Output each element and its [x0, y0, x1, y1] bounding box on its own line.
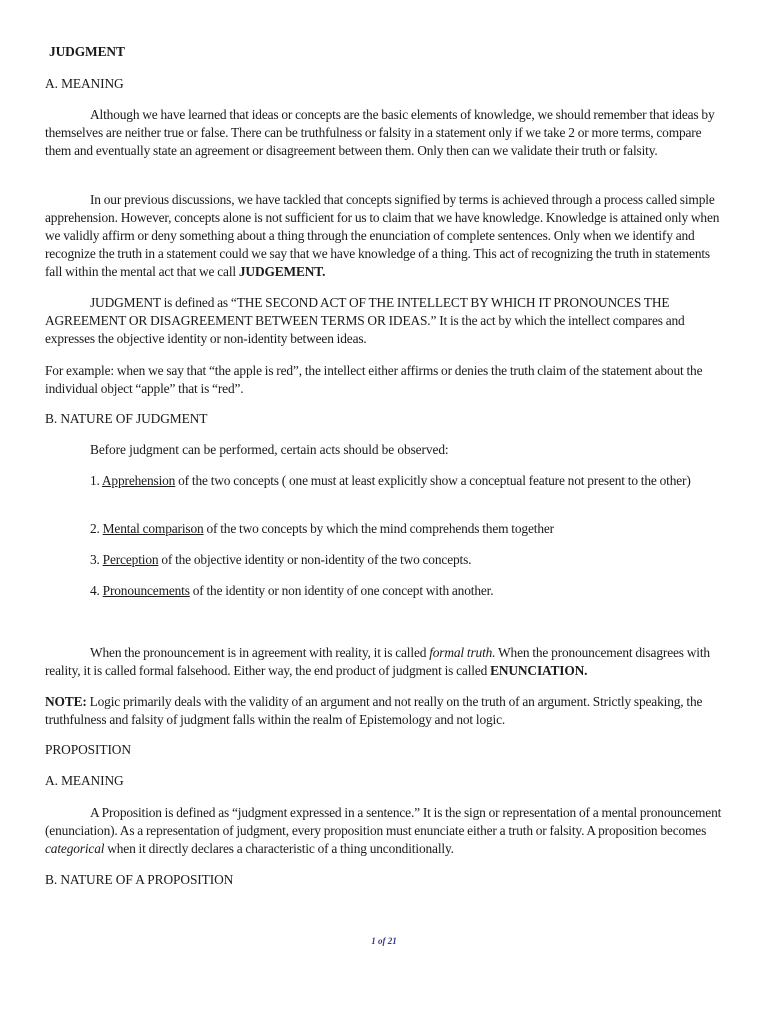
proposition-title: PROPOSITION — [45, 742, 131, 757]
list-item: 1. Apprehension of the two concepts ( one must at least explicitly show a conceptual feature not present to the other) — [90, 473, 691, 488]
paragraph-ideas: Although we have learned that ideas or concepts are the basic elements of knowledge, we should remember that ideas by themselves are neither true or false. There can be truthfulness or falsity in a statement only if we take 2 or more terms, compare them and eventually state an agreement or disagreement between them. Only then can we validate their truth or falsity. — [45, 107, 715, 158]
paragraph-proposition: A Proposition is defined as “judgment expressed in a sentence.” It is the sign or representation of a mental pronouncement (enunciation). As a representation of judgment, every proposition must enunciate either a truth or falsity. A proposition becomes categorical when it directly declares a characteristic of a thing unconditionally. — [45, 805, 722, 856]
section-a-heading: A. MEANING — [45, 76, 124, 91]
proposition-meaning-heading: A. MEANING — [45, 773, 124, 788]
list-item-term: Apprehension — [101, 473, 176, 488]
list-item-term: Pronouncements — [102, 583, 190, 598]
section-b-heading: B. NATURE OF JUDGMENT — [45, 411, 208, 426]
judgement-term: JUDGEMENT. — [238, 264, 326, 279]
note-paragraph: NOTE: Logic primarily deals with the validity of an argument and not really on the truth of an argument. Strictly speaking, the truthfulness and falsity of judgment falls within the realm of Epistemology and not logic. — [45, 694, 703, 727]
paragraph-pronouncement: When the pronouncement is in agreement with reality, it is called formal truth. When the pronouncement disagrees with reality, it is called formal falsehood. Either way, the end product of judgment is called ENUNCIATION. — [45, 645, 710, 678]
page-number: 1 of 21 — [371, 936, 397, 946]
proposition-nature-heading: B. NATURE OF A PROPOSITION — [45, 872, 234, 887]
note-label: NOTE: — [45, 694, 87, 709]
list-item-term: Perception — [102, 552, 159, 567]
doc-title: JUDGMENT — [49, 44, 125, 59]
paragraph-definition: JUDGMENT is defined as “THE SECOND ACT OF THE INTELLECT BY WHICH IT PRONOUNCES THE AGREEMENT OR DISAGREEMENT BETWEEN TERMS OR IDEAS.” It is the act by which the intellect compares and expresses the objective identity or non-identity between ideas. — [45, 295, 685, 346]
list-item: 2. Mental comparison of the two concepts by which the mind comprehends them together — [90, 521, 554, 536]
formal-truth-term: formal truth. — [429, 645, 496, 660]
list-item: 4. Pronouncements of the identity or non identity of one concept with another. — [90, 583, 494, 598]
nature-intro: Before judgment can be performed, certain acts should be observed: — [90, 442, 449, 457]
paragraph-apprehension: In our previous discussions, we have tackled that concepts signified by terms is achieved through a process called simple apprehension. However, concepts alone is not sufficient for us to claim that we have knowledge. Knowledge is attained only when we validly affirm or deny something about a thing through the enunciation of complete sentences. Only when we identify and recognize the truth in a statement could we say that we have knowledge of a thing. This act of recognizing the truth in statements fall within the mental act that we call JUDGEMENT. — [45, 192, 720, 279]
enunciation-term: ENUNCIATION. — [490, 663, 588, 678]
categorical-term: categorical — [45, 841, 105, 856]
list-item: 3. Perception of the objective identity or non-identity of the two concepts. — [90, 552, 472, 567]
list-item-term: Mental comparison — [102, 521, 204, 536]
paragraph-example: For example: when we say that “the apple is red”, the intellect either affirms or denies the truth claim of the statement about the individual object “apple” that is “red”. — [45, 363, 703, 396]
